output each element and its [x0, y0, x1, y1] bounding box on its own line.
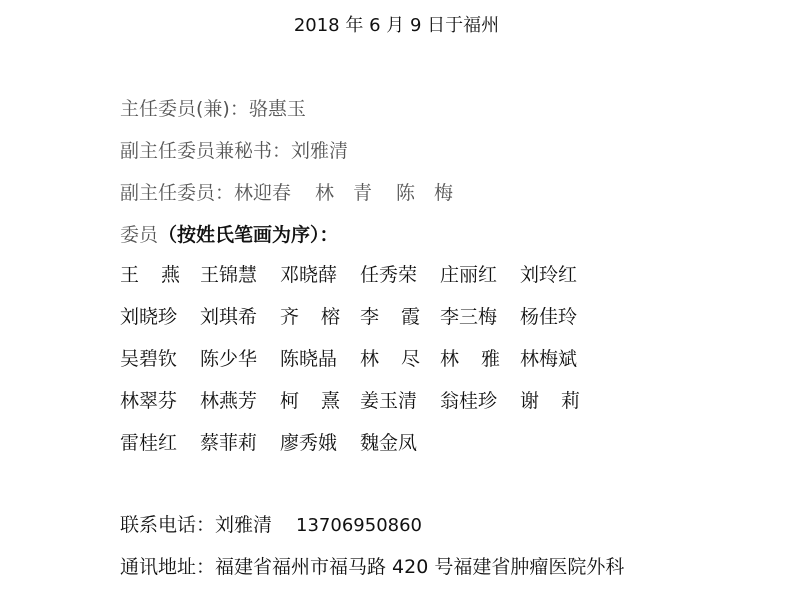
- member-name: 庄丽红: [440, 264, 498, 286]
- member-name: 林梅斌: [520, 348, 578, 370]
- vice-chair-name: 林迎春: [234, 182, 292, 204]
- member-name: 蔡菲莉: [200, 432, 258, 454]
- address-value: 福建省福州市福马路 420 号福建省肿瘤医院外科: [215, 556, 625, 578]
- member-name: 柯 熹: [280, 390, 340, 412]
- member-name: 谢 莉: [520, 390, 580, 412]
- member-name: 王 燕: [120, 264, 180, 286]
- member-name: 林 雅: [440, 348, 500, 370]
- phone-number: 13706950860: [296, 515, 423, 536]
- member-name: 刘琪希: [200, 306, 258, 328]
- address-line: [120, 554, 624, 580]
- member-name: 廖秀娥: [280, 432, 338, 454]
- members-heading-label: 委员: [120, 224, 159, 246]
- date-line: 2018 年 6 月 9 日于福州: [293, 15, 500, 36]
- member-name: 林燕芳: [200, 390, 258, 412]
- member-row: [120, 388, 640, 414]
- member-row: [120, 430, 640, 456]
- vice-chair-name: 陈 梅: [396, 182, 454, 204]
- vice-chair-name: 林 青: [315, 182, 373, 204]
- member-name: 雷桂红: [120, 432, 178, 454]
- member-name: 李三梅: [440, 306, 498, 328]
- member-name: 齐 榕: [280, 306, 340, 328]
- member-name: 任秀荣: [360, 264, 418, 286]
- member-row: [120, 262, 640, 288]
- member-name: 杨佳玲: [520, 306, 578, 328]
- member-name: 姜玉清: [360, 390, 418, 412]
- member-name: 魏金凤: [360, 432, 418, 454]
- vice-secretary-line: [120, 138, 348, 164]
- phone-line: [120, 512, 422, 539]
- chair-label: 主任委员(兼)：: [120, 98, 249, 120]
- member-name: 刘晓珍: [120, 306, 178, 328]
- member-row: [120, 304, 640, 330]
- member-name: 邓晓薛: [280, 264, 338, 286]
- member-name: 翁桂珍: [440, 390, 498, 412]
- members-heading-note: （按姓氏笔画为序）：: [158, 224, 339, 246]
- chair-line: [120, 96, 306, 122]
- phone-contact-name: 刘雅清: [215, 514, 273, 536]
- vice-secretary-label: 副主任委员兼秘书：: [120, 140, 292, 162]
- chair-name: 骆惠玉: [248, 98, 306, 120]
- member-name: 吴碧钦: [120, 348, 178, 370]
- member-name: 刘玲红: [520, 264, 578, 286]
- vice-chairs-line: [120, 180, 453, 206]
- members-heading: [120, 222, 339, 248]
- member-name: 林翠芬: [120, 390, 178, 412]
- vice-secretary-name: 刘雅清: [291, 140, 349, 162]
- phone-label: 联系电话：: [120, 514, 216, 536]
- member-row: [120, 346, 640, 372]
- vice-chairs-label: 副主任委员：: [120, 182, 235, 204]
- address-label: 通讯地址：: [120, 556, 216, 578]
- member-name: 陈晓晶: [280, 348, 338, 370]
- member-name: 林 尽: [360, 348, 420, 370]
- member-name: 陈少华: [200, 348, 258, 370]
- member-name: 李 霞: [360, 306, 420, 328]
- member-name: 王锦慧: [200, 264, 258, 286]
